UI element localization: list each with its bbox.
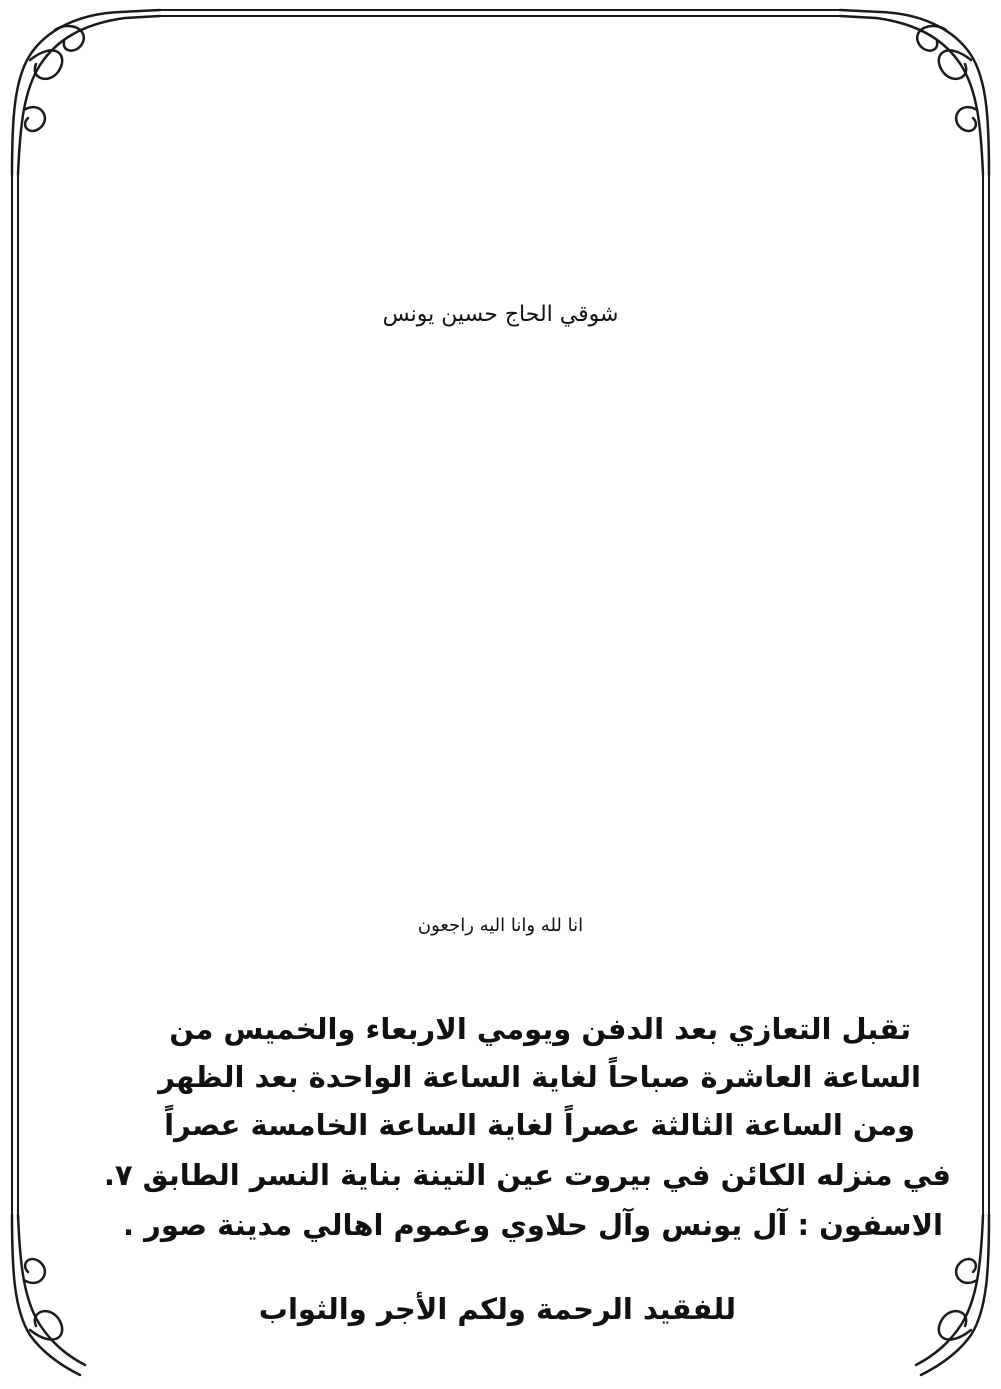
closing-prayer: للفقيد الرحمة ولكم الأجر والثواب (258, 1292, 736, 1326)
condolences-line-3: ومن الساعة الثالثة عصراً لغاية الساعة الخامسة عصراً (164, 1108, 915, 1142)
deceased-name: شوقي الحاج حسين يونس (382, 302, 619, 327)
condolence-phrase: انا لله وانا اليه راجعون (417, 915, 584, 936)
corner-flourish-top-left (12, 10, 160, 175)
condolences-line-1: تقبل التعازي بعد الدفن ويومي الاربعاء والخميس من (169, 1012, 911, 1046)
condolences-line-4: في منزله الكائن في بيروت عين التينة بناية النسر الطابق ٧. (103, 1158, 951, 1192)
condolences-line-5: الاسفون : آل يونس وآل حلاوي وعموم اهالي مدينة صور . (123, 1208, 943, 1242)
condolences-line-2: الساعة العاشرة صباحاً لغاية الساعة الواحدة بعد الظهر (158, 1060, 921, 1094)
corner-flourish-bottom-left (12, 1215, 85, 1375)
corner-flourish-top-right (840, 10, 989, 175)
